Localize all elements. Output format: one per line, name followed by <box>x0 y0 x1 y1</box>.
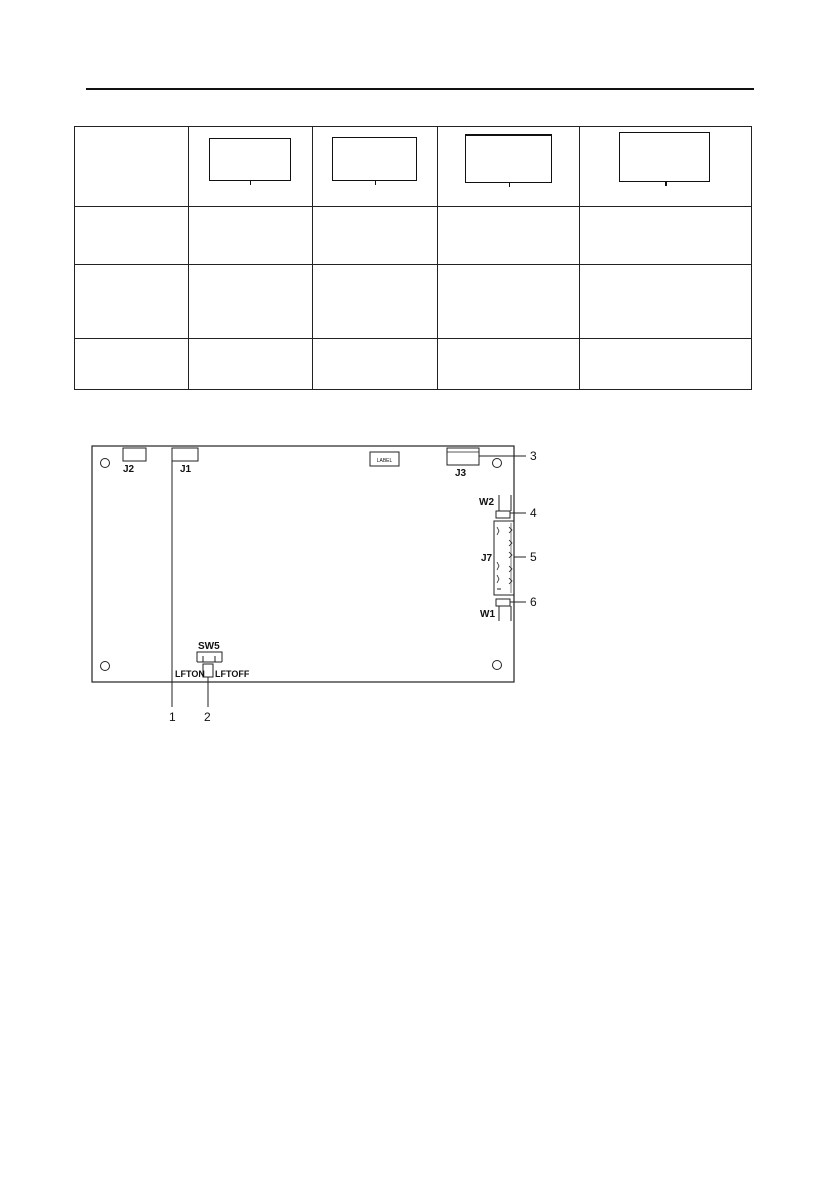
connector-j2-label: J2 <box>123 464 135 475</box>
callout-6: 6 <box>530 595 537 609</box>
connector-j3-label: J3 <box>455 468 467 479</box>
connector-j1-label: J1 <box>180 464 192 475</box>
connector-j1 <box>172 448 198 461</box>
jumper-w2 <box>496 511 510 518</box>
board-outline <box>92 446 514 682</box>
connector-j2 <box>123 448 146 461</box>
callout-4: 4 <box>530 506 537 520</box>
mounting-hole-icon <box>493 661 502 670</box>
connector-j3 <box>447 448 479 465</box>
mounting-hole-icon <box>101 662 110 671</box>
mounting-hole-icon <box>493 459 502 468</box>
switch-sw5-label: SW5 <box>198 641 220 652</box>
jumper-w1-label: W1 <box>480 609 495 620</box>
switch-sw5-bracket <box>197 652 222 656</box>
jumper-w1 <box>496 599 510 606</box>
label-box-text: LABEL <box>376 458 393 464</box>
callout-1: 1 <box>169 710 176 724</box>
jumper-w2-label: W2 <box>479 497 494 508</box>
callout-3: 3 <box>530 449 537 463</box>
connector-j7-label: J7 <box>481 553 493 564</box>
connector-j7-pins <box>497 527 512 584</box>
switch-pos-on-label: LFTON <box>175 669 205 679</box>
switch-pos-off-label: LFTOFF <box>215 669 250 679</box>
callout-2: 2 <box>204 710 211 724</box>
mounting-hole-icon <box>101 459 110 468</box>
callout-5: 5 <box>530 550 537 564</box>
